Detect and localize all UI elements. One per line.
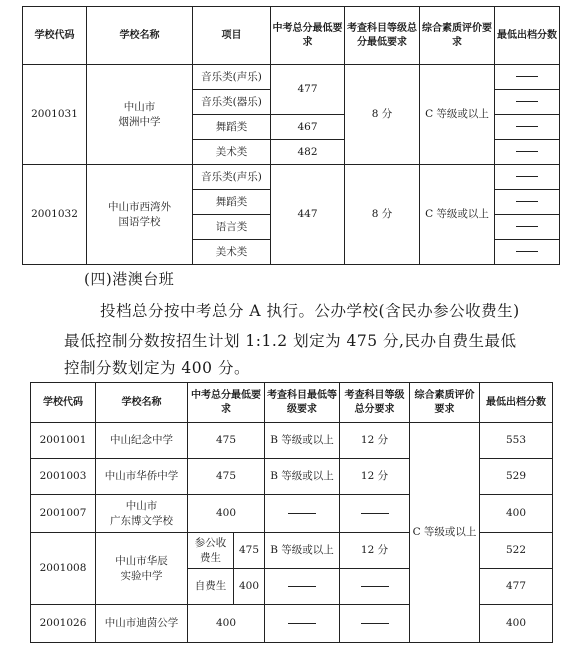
level-req-dash	[265, 569, 340, 605]
header-subject-total: 考查科目等级总分要求	[340, 383, 410, 423]
min-total: 447	[271, 165, 345, 265]
header-min-score: 最低出档分数	[480, 383, 553, 423]
sub-category: 参公收 费生	[188, 533, 234, 569]
total-req-dash	[340, 605, 410, 643]
school-name: 中山市迪茵公学	[96, 605, 188, 643]
school-code: 2001032	[23, 165, 87, 265]
school-name: 中山市 烟洲中学	[87, 65, 193, 165]
total-req-dash	[340, 569, 410, 605]
min-score: 400	[480, 495, 553, 533]
header-min-total: 中考总分最低要求	[271, 7, 345, 65]
level-req: B 等级或以上	[265, 459, 340, 495]
min-total: 475	[234, 533, 265, 569]
min-score-dash	[495, 165, 560, 190]
school-name: 中山市西湾外 国语学校	[87, 165, 193, 265]
item: 语言类	[193, 215, 271, 240]
min-total: 467	[271, 115, 345, 140]
min-total: 400	[234, 569, 265, 605]
item: 音乐类(声乐)	[193, 65, 271, 90]
level-req: B 等级或以上	[265, 423, 340, 459]
school-code: 2001007	[31, 495, 96, 533]
min-score: 529	[480, 459, 553, 495]
header-min-score: 最低出档分数	[495, 7, 560, 65]
header-subject-level: 考查科目最低等级要求	[265, 383, 340, 423]
quality-req: C 等级或以上	[420, 65, 495, 165]
school-code: 2001026	[31, 605, 96, 643]
total-req: 12 分	[340, 533, 410, 569]
item: 美术类	[193, 140, 271, 165]
header-school-code: 学校代码	[31, 383, 96, 423]
min-score-dash	[495, 190, 560, 215]
min-score: 522	[480, 533, 553, 569]
art-admission-table	[22, 6, 560, 265]
min-score-dash	[495, 215, 560, 240]
subject-req: 8 分	[345, 65, 420, 165]
min-total: 475	[188, 459, 265, 495]
total-req: 12 分	[340, 459, 410, 495]
item: 音乐类(器乐)	[193, 90, 271, 115]
table-row	[31, 423, 553, 459]
paragraph-line: 投档总分按中考总分 A 执行。公办学校(含民办参公收费生)	[100, 302, 520, 320]
min-score: 400	[480, 605, 553, 643]
paragraph-line: 控制分数划定为 400 分。	[64, 359, 250, 377]
min-score-dash	[495, 115, 560, 140]
total-req-dash	[340, 495, 410, 533]
quality-req: C 等级或以上	[410, 423, 480, 643]
quality-req: C 等级或以上	[420, 165, 495, 265]
hk-macao-taiwan-table	[30, 382, 553, 643]
school-name: 中山纪念中学	[96, 423, 188, 459]
table-header-row	[23, 7, 560, 65]
header-item: 项目	[193, 7, 271, 65]
item: 美术类	[193, 240, 271, 265]
school-code: 2001008	[31, 533, 96, 605]
min-total: 400	[188, 495, 265, 533]
min-score-dash	[495, 90, 560, 115]
min-total: 482	[271, 140, 345, 165]
sub-category: 自费生	[188, 569, 234, 605]
header-school-name: 学校名称	[96, 383, 188, 423]
item: 音乐类(声乐)	[193, 165, 271, 190]
header-school-name: 学校名称	[87, 7, 193, 65]
total-req: 12 分	[340, 423, 410, 459]
school-code: 2001003	[31, 459, 96, 495]
item: 舞蹈类	[193, 190, 271, 215]
table-row	[23, 65, 560, 90]
header-school-code: 学校代码	[23, 7, 87, 65]
min-score: 477	[480, 569, 553, 605]
table-row	[23, 165, 560, 190]
min-score: 553	[480, 423, 553, 459]
subject-req: 8 分	[345, 165, 420, 265]
level-req: B 等级或以上	[265, 533, 340, 569]
school-name: 中山市华侨中学	[96, 459, 188, 495]
level-req-dash	[265, 605, 340, 643]
min-total: 477	[271, 65, 345, 115]
school-name: 中山市 广东博文学校	[96, 495, 188, 533]
item: 舞蹈类	[193, 115, 271, 140]
min-total: 475	[188, 423, 265, 459]
header-quality-eval: 综合素质评价要求	[410, 383, 480, 423]
school-code: 2001031	[23, 65, 87, 165]
header-quality-eval: 综合素质评价要求	[420, 7, 495, 65]
table-header-row	[31, 383, 553, 423]
min-total: 400	[188, 605, 265, 643]
school-code: 2001001	[31, 423, 96, 459]
min-score-dash	[495, 140, 560, 165]
header-min-total: 中考总分最低要求	[188, 383, 265, 423]
paragraph-line: 最低控制分数按招生计划 1:1.2 划定为 475 分,民办自费生最低	[64, 332, 517, 350]
header-subject-total: 考查科目等级总分最低要求	[345, 7, 420, 65]
min-score-dash	[495, 65, 560, 90]
school-name: 中山市华辰 实验中学	[96, 533, 188, 605]
level-req-dash	[265, 495, 340, 533]
section-title: (四)港澳台班	[84, 270, 175, 288]
min-score-dash	[495, 240, 560, 265]
